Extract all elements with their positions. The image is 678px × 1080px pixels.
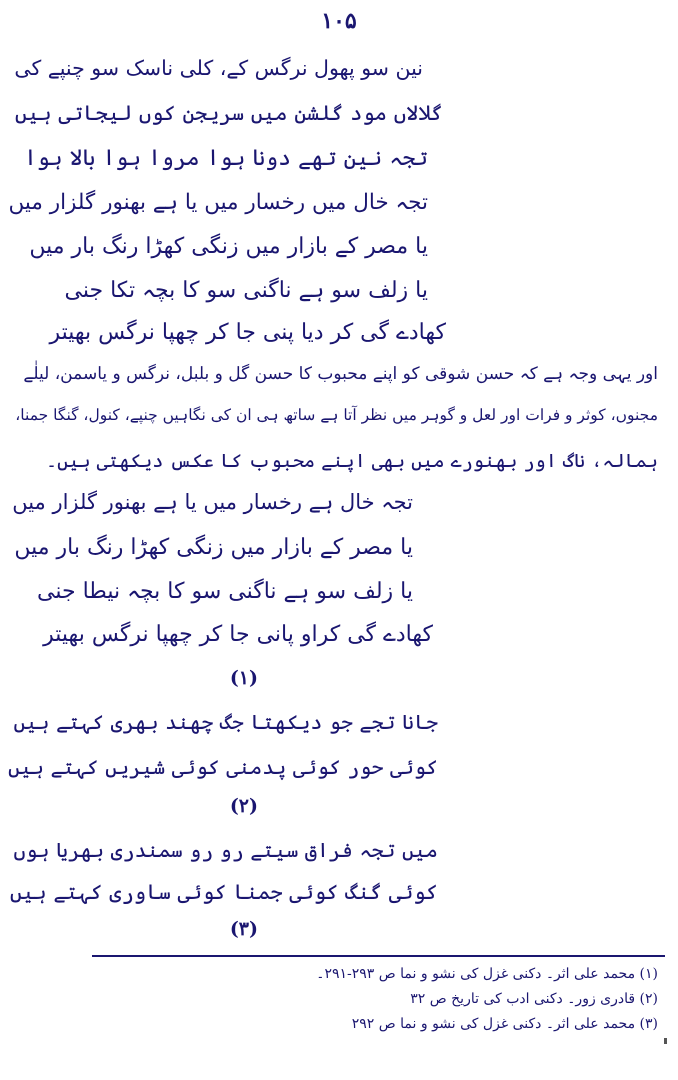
- verse-line: یا مصر کے بازار میں زنگی کھڑا رنگ بار میں: [29, 234, 428, 259]
- reference-marker: (۳): [229, 918, 258, 940]
- page-number: ۱۰۵: [321, 8, 357, 34]
- footnote: (۲) قادری زور۔ دکنی ادب کی تاریخ ص ۳۲: [410, 991, 658, 1007]
- footnote-divider: [92, 955, 665, 957]
- reference-marker: (۱): [229, 667, 258, 689]
- paragraph-line: اور یہی وجہ ہے کہ حسن شوقی کو اپنے محبوب کا حسن گل و بلبل، نرگس و یاسمن، لیلٰے: [23, 364, 658, 384]
- verse-line: یا زلف سو ہے ناگنی سو کا بچہ تکا جنی: [64, 278, 428, 303]
- verse-line: جانا تجے جو دیکھتا جگ چھند بھری کہتے ہیں: [13, 710, 438, 734]
- verse-line: گلالاں مود گلشن میں سریجن کوں لیجاتی ہیں: [14, 101, 443, 125]
- verse-line: تجہ خال ہے رخسار میں یا ہے بھنور گلزار میں: [12, 490, 413, 514]
- scan-speck: [664, 1038, 667, 1044]
- verse-line: کھادے گی کر دیا پنی جا کر چھپا نرگس بھیتر: [49, 320, 446, 345]
- verse-line: کھادے گی کراو پانی جا کر چھپا نرگس بھیتر: [43, 622, 433, 647]
- verse-line: کوئی حور کوئی پدمنی کوئی شیریں کہتے ہیں: [8, 755, 438, 779]
- paragraph-line: ہمالہ، ناگ اور بھنورے میں بھی اپنے محبوب کا عکس دیکھتی ہیں۔: [46, 450, 658, 472]
- verse-line: یا مصر کے بازار میں زنگی کھڑا رنگ بار میں: [14, 535, 413, 560]
- verse-line: تجہ خال میں رخسار میں یا ہے بھنور گلزار میں: [8, 190, 428, 215]
- footnote: (۳) محمد علی اثر۔ دکنی غزل کی نشو و نما ص ۲۹۲: [351, 1016, 658, 1032]
- verse-line: کوئی گنگ کوئی جمنا کوئی ساوری کہتے ہیں: [9, 880, 438, 904]
- verse-line: یا زلف سو ہے ناگنی سو کا بچہ نیطا جنی: [37, 579, 413, 604]
- verse-line: میں تجہ فراق سیتے رو رو سمندری بھریا ہوں: [13, 838, 438, 862]
- paragraph-line: مجنوں، کوثر و فرات اور لعل و گوہر میں نظر آتا ہے ساتھ ہی ان کی نگاہیں چنپے، کنول، گنگا جمنا،: [15, 406, 658, 424]
- reference-marker: (۲): [229, 795, 258, 817]
- verse-line: تجہ نین تھے دونا ہوا مروا ہوا بالا ہوا: [24, 146, 428, 171]
- footnote: (۱) محمد علی اثر۔ دکنی غزل کی نشو و نما ص ۲۹۳-۲۹۱۔: [316, 966, 658, 982]
- verse-line: نین سو پھول نرگس کے، کلی ناسک سو چنپے کی: [14, 56, 423, 80]
